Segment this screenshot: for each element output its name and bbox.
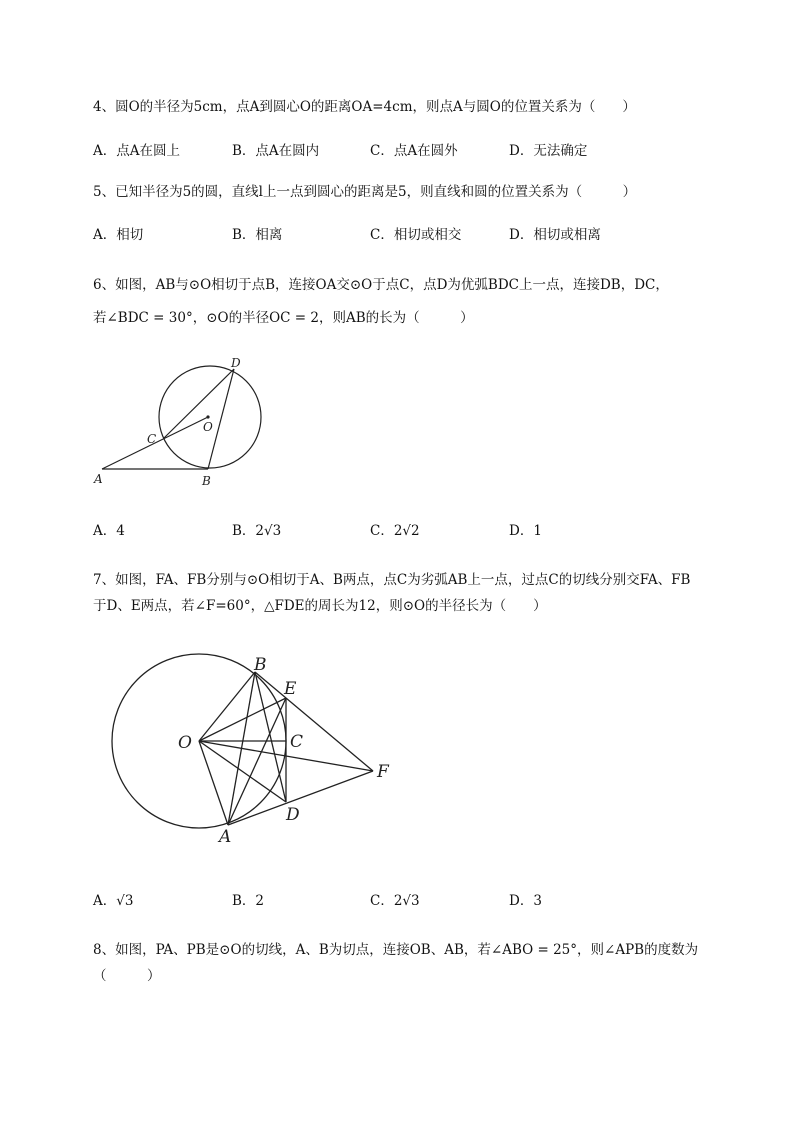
q6-label-d: D [231,356,241,370]
q7-option-d: D．3 [509,893,542,909]
q4-option-a: A．点A在圆上 [93,143,180,159]
q7-segment-fa [228,771,373,825]
q7-label-f: F [377,762,389,782]
q7-option-a: A．√3 [93,893,134,909]
q6-stem-line2: 若∠BDC = 30°，⊙O的半径OC = 2，则AB的长为（ ） [93,310,474,326]
q4-option-d: D．无法确定 [509,143,588,159]
q6-label-o: O [203,420,213,434]
q7-segment-ob [199,672,255,741]
q5-option-a: A．相切 [93,227,144,243]
q7-label-b: B [254,655,267,675]
q7-option-b: B．2 [232,893,265,909]
q8-stem-line1: 8、如图，PA、PB是⊙O的切线，A、B为切点，连接OB、AB，若∠ABO = 25°，则∠APB的度数为 [93,942,699,958]
q7-segment-fb [255,672,373,771]
q6-option-b: B．2√3 [232,523,282,539]
q7-stem-line1: 7、如图，FA、FB分别与⊙O相切于A、B两点，点C为劣弧AB上一点，过点C的切线分别交FA、FB [93,572,691,588]
q5-option-b: B．相离 [232,227,283,243]
q5-option-c: C．相切或相交 [370,227,462,243]
q6-figure [88,355,278,490]
q5-option-d: D．相切或相离 [509,227,601,243]
q4-option-c: C．点A在圆外 [370,143,458,159]
q4-stem: 4、圆O的半径为5cm，点A到圆心O的距离OA=4cm，则点A与圆O的位置关系为（ ） [93,99,636,115]
q6-circle [159,366,261,468]
q7-label-d: D [286,805,300,825]
q7-label-e: E [284,679,297,699]
q7-segment-oe [199,698,286,741]
q7-label-a: A [219,827,232,847]
q6-segment-cd [164,369,234,438]
q6-option-c: C．2√2 [370,523,420,539]
q6-label-b: B [202,474,211,488]
q6-segment-bd [208,369,234,469]
q6-label-a: A [94,472,103,486]
q7-option-c: C．2√3 [370,893,420,909]
q7-segment-oa [199,741,228,825]
q6-center-dot [206,415,209,418]
q7-segment-ab [228,672,255,825]
q7-label-c: C [290,732,304,752]
q6-stem-line1: 6、如图，AB与⊙O相切于点B，连接OA交⊙O于点C，点D为优弧BDC上一点，连接DB，DC， [93,277,669,293]
q6-option-a: A．4 [93,523,125,539]
q5-stem: 5、已知半径为5的圆，直线l上一点到圆心的距离是5，则直线和圆的位置关系为（ ） [93,184,637,200]
q4-option-b: B．点A在圆内 [232,143,320,159]
q7-label-o: O [178,733,192,753]
q6-label-c: C [147,432,157,446]
q7-stem-line2: 于D、E两点，若∠F=60°，△FDE的周长为12，则⊙O的半径长为（ ） [93,598,547,614]
q8-stem-line2: （ ） [93,968,161,984]
q6-option-d: D．1 [509,523,542,539]
q7-figure [100,650,410,850]
